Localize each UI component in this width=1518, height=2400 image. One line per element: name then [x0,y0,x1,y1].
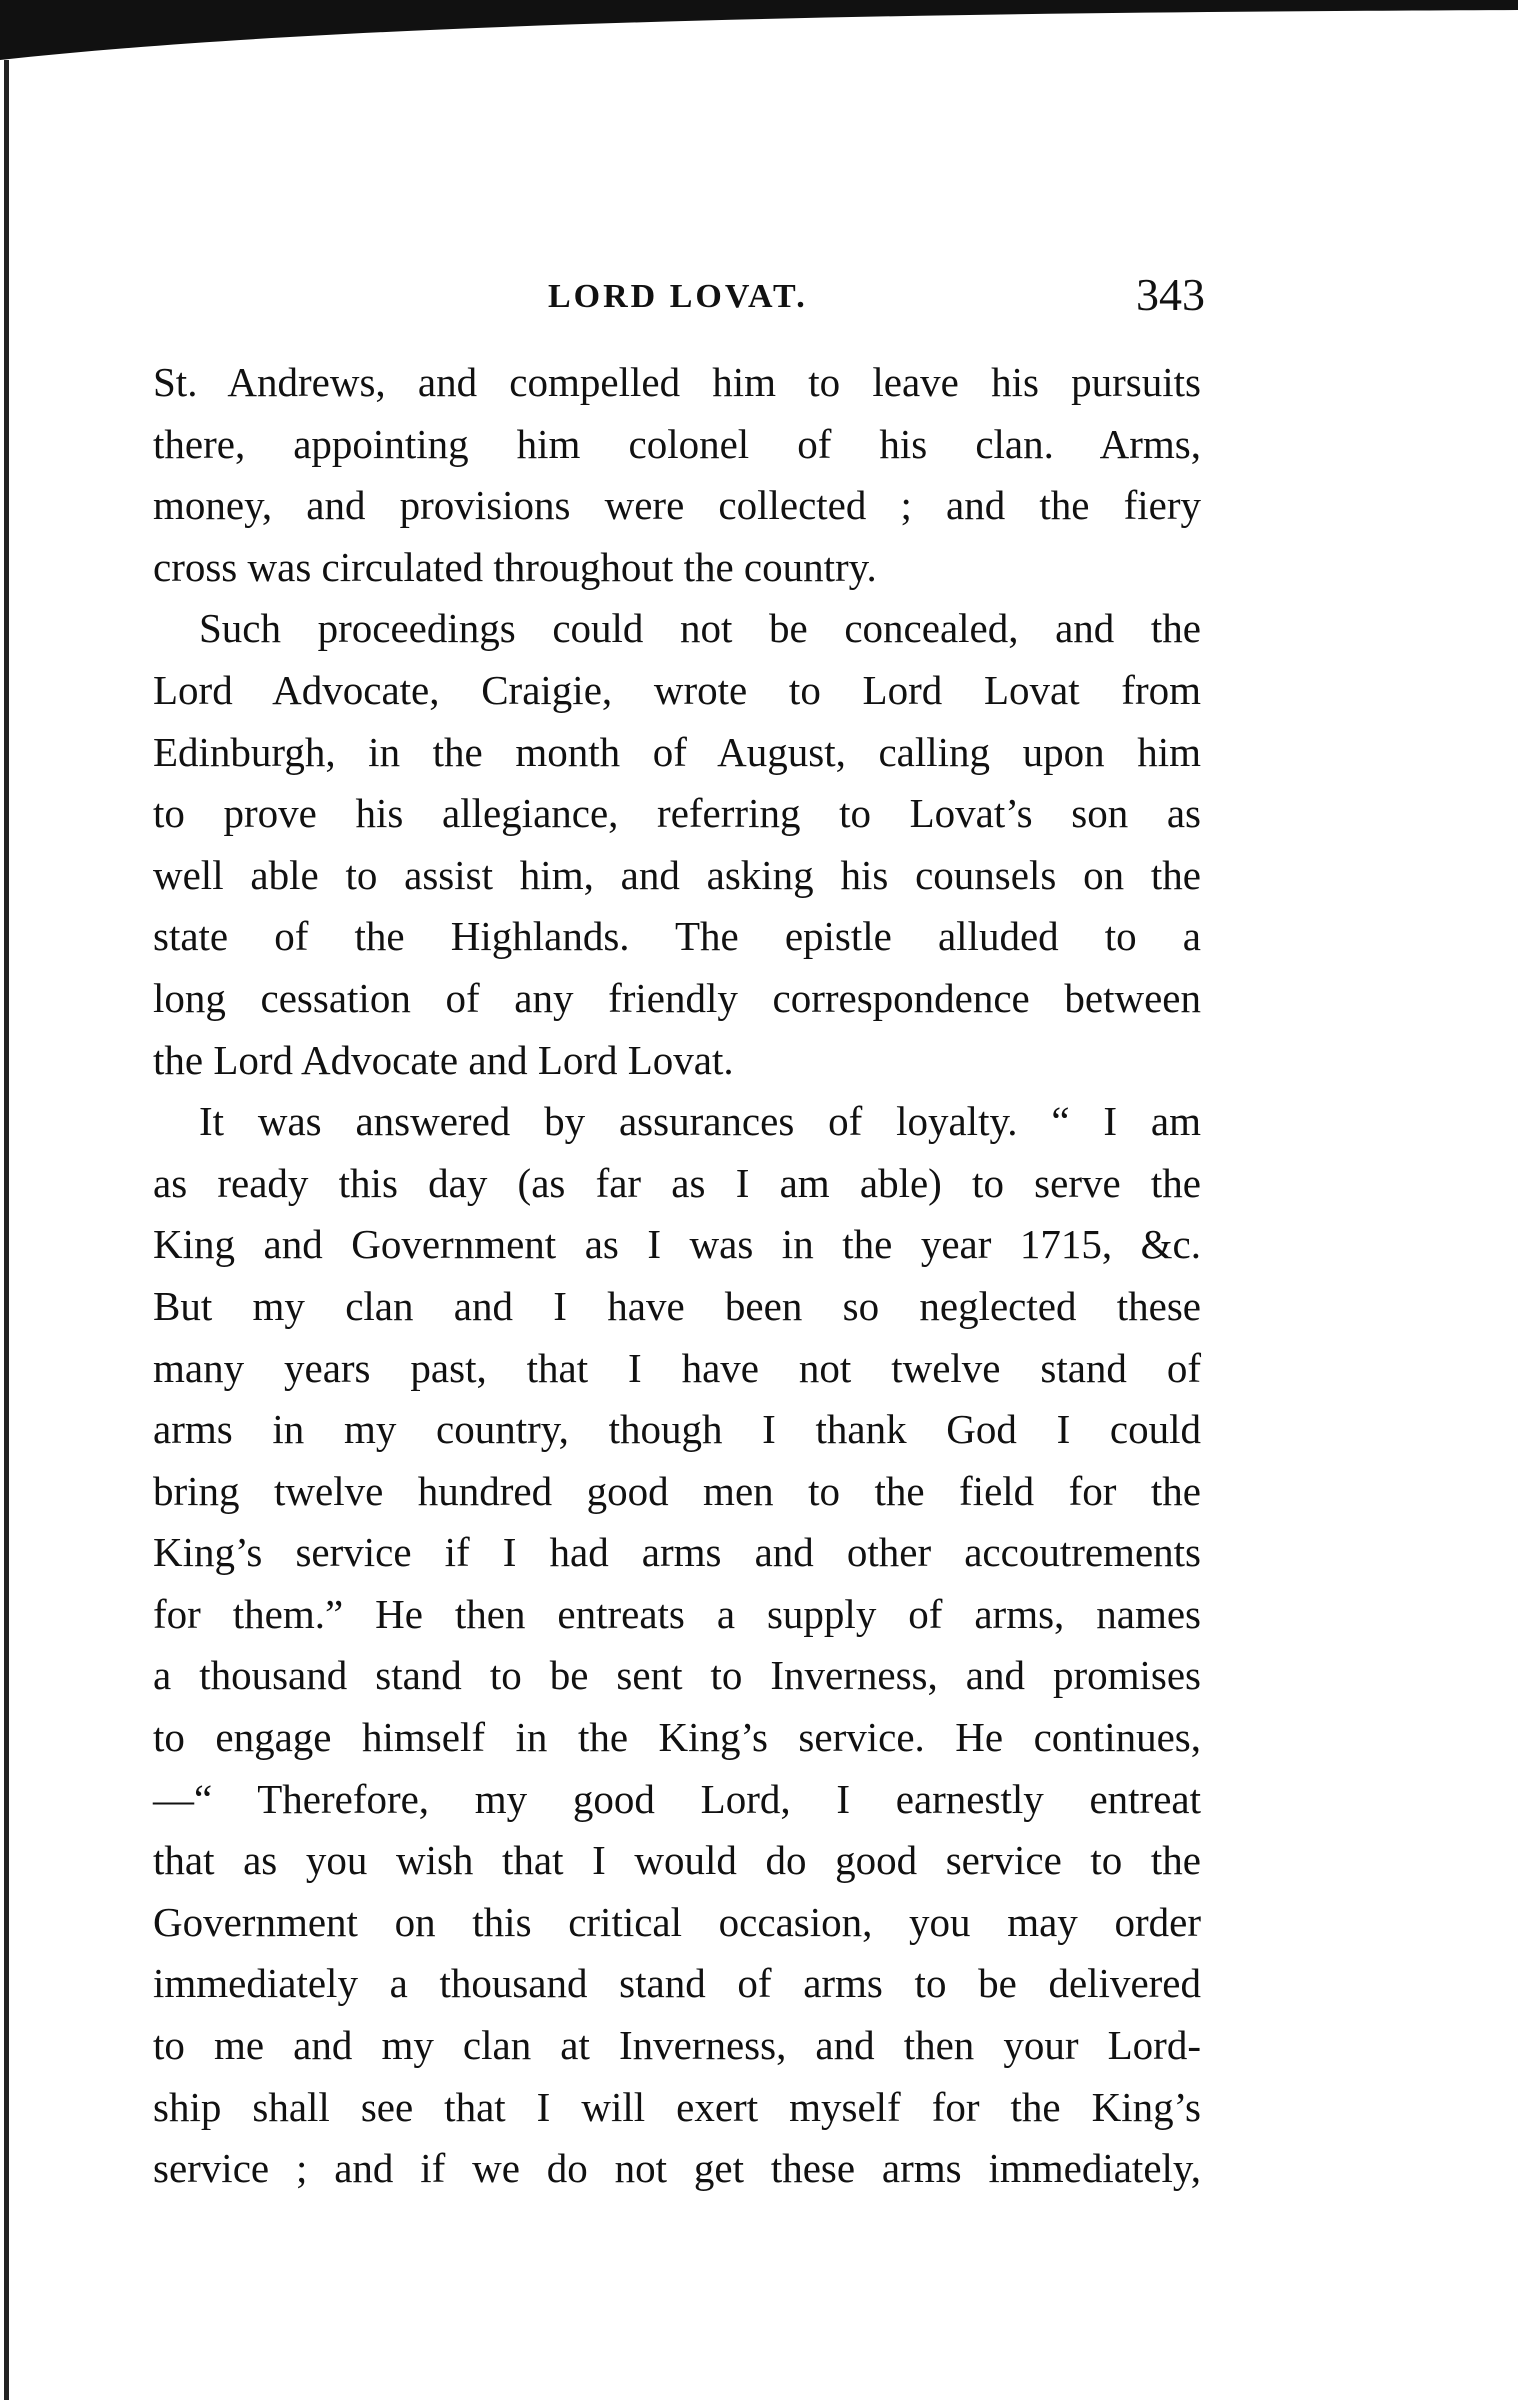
text-line: many years past, that I have not twelve stand of [153,1344,1201,1391]
text-line: a thousand stand to be sent to Inverness, and promises [153,1652,1201,1699]
paragraph [153,1091,1201,2200]
scan-top-edge [0,0,1518,60]
body-text [153,352,1201,2200]
text-line: immediately a thousand stand of arms to be delivered [153,1960,1201,2007]
text-line: St. Andrews, and compelled him to leave his pursuits [153,359,1201,405]
text-line: long cessation of any friendly correspondence between [153,974,1201,1021]
text-line: well able to assist him, and asking his counsels on the [153,851,1201,898]
text-line: to engage himself in the King’s service. He continues, [153,1714,1201,1761]
text-line: the Lord Advocate and Lord Lovat. [153,1036,734,1083]
text-line: state of the Highlands. The epistle alluded to a [153,913,1201,960]
text-line: service ; and if we do not get these arms immediately, [153,2145,1201,2192]
text-line: Such proceedings could not be concealed, and the [199,605,1201,652]
text-line: cross was circulated throughout the country. [153,543,877,590]
text-line: there, appointing him colonel of his clan. Arms, [153,420,1201,467]
text-line: Lord Advocate, Craigie, wrote to Lord Lovat from [153,666,1201,713]
text-line: arms in my country, though I thank God I could [153,1406,1201,1453]
text-line: as ready this day (as far as I am able) to serve the [153,1159,1201,1206]
paragraph [153,598,1201,1091]
paragraph [153,352,1201,598]
text-line: But my clan and I have been so neglected these [153,1282,1201,1329]
text-line: to prove his allegiance, referring to Lovat’s son as [153,790,1201,837]
running-title: LORD LOVAT. [548,278,808,315]
text-line: bring twelve hundred good men to the field for the [153,1467,1201,1514]
text-line: Edinburgh, in the month of August, calling upon him [153,728,1201,775]
page-number: 343 [1136,269,1205,320]
scan-left-edge [4,60,9,2400]
text-line: for them.” He then entreats a supply of arms, names [153,1590,1201,1637]
text-line: King’s service if I had arms and other accoutrements [153,1529,1201,1576]
text-line: ship shall see that I will exert myself for the King’s [153,2083,1201,2130]
page-header [153,268,1205,328]
text-line: that as you wish that I would do good service to the [153,1837,1201,1884]
text-line: —“ Therefore, my good Lord, I earnestly entreat [153,1775,1201,1822]
text-line: Government on this critical occasion, you may order [153,1898,1201,1945]
text-line: to me and my clan at Inverness, and then your Lord- [153,2022,1201,2069]
text-line: It was answered by assurances of loyalty. “ I am [199,1098,1201,1145]
text-line: King and Government as I was in the year 1715, &c. [153,1221,1201,1268]
text-line: money, and provisions were collected ; and the fiery [153,482,1201,529]
